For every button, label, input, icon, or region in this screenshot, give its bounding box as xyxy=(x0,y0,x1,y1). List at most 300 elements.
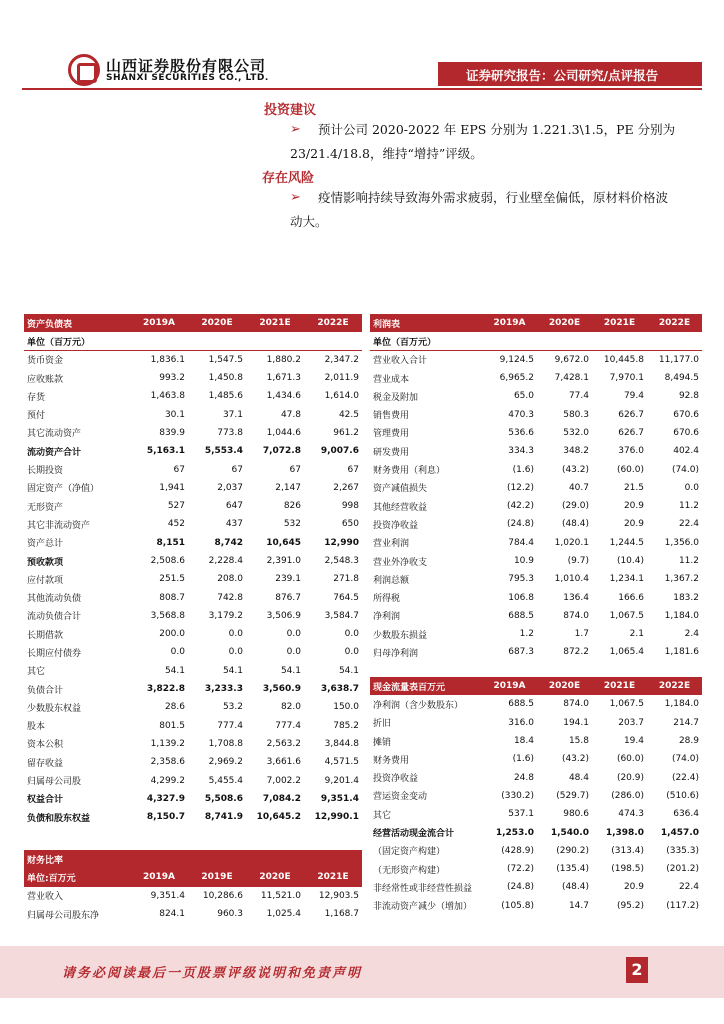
table-row xyxy=(370,732,702,750)
cell-value: 527 xyxy=(167,501,185,512)
cell-value: 22.4 xyxy=(678,519,699,530)
row-label: 无形资产 xyxy=(27,502,64,513)
row-label: 预收款项 xyxy=(27,557,64,568)
cell-value: 15.8 xyxy=(568,736,589,747)
cell-value: 580.3 xyxy=(563,409,589,420)
cell-value: 48.4 xyxy=(568,772,589,783)
cell-value: 801.5 xyxy=(159,720,185,731)
cell-value: 9,201.4 xyxy=(324,775,359,786)
table-row xyxy=(24,515,362,533)
cell-value: 824.1 xyxy=(159,909,185,920)
cell-value: 0.0 xyxy=(228,629,243,640)
cell-value: (286.0) xyxy=(611,790,644,801)
company-logo-icon xyxy=(68,54,100,86)
cell-value: 670.6 xyxy=(673,427,699,438)
unit-label: 单位（百万元） xyxy=(370,332,702,350)
cell-value: 3,506.9 xyxy=(266,610,301,621)
row-label: 权益合计 xyxy=(27,795,64,806)
cell-value: 0.0 xyxy=(344,647,359,658)
cell-value: 1.7 xyxy=(574,629,589,640)
cell-value: (43.2) xyxy=(561,754,589,765)
table-row xyxy=(370,369,702,387)
cell-value: 1,434.6 xyxy=(266,391,301,402)
table-row xyxy=(370,442,702,460)
row-label: 营业利润 xyxy=(373,539,410,550)
cell-value: (10.4) xyxy=(616,556,644,566)
cell-value: 11,521.0 xyxy=(260,890,301,901)
cell-value: 3,233.3 xyxy=(204,684,243,695)
cell-value: 3,568.8 xyxy=(150,610,185,621)
cell-value: 1,463.8 xyxy=(150,391,185,402)
cell-value: 2,037 xyxy=(217,482,243,493)
row-label: 流动负债合计 xyxy=(27,612,82,623)
cell-value: 203.7 xyxy=(618,717,644,728)
cell-value: 67 xyxy=(231,464,243,475)
cell-value: 136.4 xyxy=(563,592,589,603)
table-row xyxy=(24,753,362,771)
table-row xyxy=(24,808,362,826)
row-label: 净利润（含少数股东） xyxy=(373,700,464,711)
cell-value: 1,547.5 xyxy=(208,354,243,365)
year-header: 2019E xyxy=(188,868,246,886)
row-label: 归属母公司股 xyxy=(27,777,82,788)
table-row xyxy=(24,790,362,808)
cell-value: 166.6 xyxy=(618,592,644,603)
cell-value: 402.4 xyxy=(673,446,699,457)
cell-value: 214.7 xyxy=(673,717,699,728)
cell-value: 742.8 xyxy=(217,592,243,603)
cell-value: 82.0 xyxy=(280,702,301,713)
cell-value: 1,025.4 xyxy=(266,909,301,920)
cell-value: (201.2) xyxy=(666,864,699,875)
cell-value: 7,002.2 xyxy=(266,775,301,786)
cell-value: 316.0 xyxy=(508,717,534,728)
cell-value: 3,822.8 xyxy=(146,684,185,695)
row-label: 财务费用 xyxy=(373,755,410,766)
cell-value: (95.2) xyxy=(616,900,644,911)
cell-value: 474.3 xyxy=(618,809,644,820)
row-label: 存货 xyxy=(27,392,46,403)
cell-value: 808.7 xyxy=(159,592,185,603)
cell-value: 4,571.5 xyxy=(324,757,359,768)
investment-heading: 投资建议 xyxy=(264,103,317,118)
cell-value: 239.1 xyxy=(275,574,301,585)
cell-value: 5,508.6 xyxy=(204,793,243,804)
cell-value: 1,065.4 xyxy=(609,647,644,658)
cell-value: 8,151 xyxy=(156,537,185,548)
row-label: 少数股东权益 xyxy=(27,703,82,714)
cell-value: 251.5 xyxy=(159,574,185,585)
row-label: 营运资金变动 xyxy=(373,792,428,803)
page-number: 2 xyxy=(626,957,648,983)
cell-value: 3,560.9 xyxy=(262,684,301,695)
cell-value: 12,990.1 xyxy=(314,812,359,823)
table-row xyxy=(370,405,702,423)
cell-value: 7,084.2 xyxy=(262,793,301,804)
cell-value: (9.7) xyxy=(567,556,589,566)
cell-value: 1.2 xyxy=(519,629,534,640)
cell-value: 10,445.8 xyxy=(603,354,644,365)
cell-value: (335.3) xyxy=(666,845,699,856)
table-row xyxy=(370,823,702,841)
table-row xyxy=(24,643,362,661)
cell-value: 14.7 xyxy=(568,900,589,911)
cell-value: 8,150.7 xyxy=(146,812,185,823)
row-label: 营业成本 xyxy=(373,374,410,385)
table-row xyxy=(24,479,362,497)
cell-value: 874.0 xyxy=(563,699,589,710)
cell-value: 3,844.8 xyxy=(324,738,359,749)
cell-value: 376.0 xyxy=(618,446,644,457)
cell-value: 9,124.5 xyxy=(499,354,534,365)
cell-value: (48.4) xyxy=(561,882,589,893)
cell-value: 67 xyxy=(347,464,359,475)
cell-value: 19.4 xyxy=(623,736,644,747)
cell-value: 647 xyxy=(225,501,243,512)
cell-value: 1,540.0 xyxy=(550,827,589,838)
table-row xyxy=(370,643,702,661)
row-label: 少数股东损益 xyxy=(373,630,428,641)
row-label: 研发费用 xyxy=(373,447,410,458)
cell-value: 1,067.5 xyxy=(609,610,644,621)
cell-value: 1,234.1 xyxy=(609,574,644,585)
cell-value: 65.0 xyxy=(513,391,534,402)
table-row xyxy=(24,552,362,570)
cell-value: 773.8 xyxy=(217,427,243,438)
table-row xyxy=(370,607,702,625)
row-label: 营业收入 xyxy=(27,892,64,903)
cell-value: 21.5 xyxy=(623,482,644,493)
table-row xyxy=(24,771,362,789)
row-label: 投资净收益 xyxy=(373,520,419,531)
table-row xyxy=(370,552,702,570)
cell-value: 2,548.3 xyxy=(324,556,359,566)
cell-value: 961.2 xyxy=(333,427,359,438)
row-label: 折旧 xyxy=(373,719,392,730)
cell-value: 537.1 xyxy=(508,809,534,820)
cell-value: 1,020.1 xyxy=(554,537,589,548)
row-label: 所得税 xyxy=(373,594,401,605)
row-label: 非流动资产减少（增加） xyxy=(373,902,473,913)
cell-value: 0.0 xyxy=(344,629,359,640)
cell-value: 200.0 xyxy=(159,629,185,640)
ratios-table xyxy=(24,850,362,923)
table-row xyxy=(24,369,362,387)
cell-value: 1,010.4 xyxy=(554,574,589,585)
cell-value: 636.4 xyxy=(673,809,699,820)
year-header: 2020E xyxy=(537,677,592,695)
cell-value: (1.6) xyxy=(512,754,534,765)
year-header: 2020E xyxy=(246,868,304,886)
cell-value: 2,147 xyxy=(275,482,301,493)
cell-value: 777.4 xyxy=(275,720,301,731)
cell-value: 1,880.2 xyxy=(266,354,301,365)
table-row xyxy=(370,387,702,405)
cell-value: 3,584.7 xyxy=(324,610,359,621)
cell-value: 1,457.0 xyxy=(660,827,699,838)
cell-value: 10,645.2 xyxy=(256,812,301,823)
cell-value: 10,286.6 xyxy=(202,890,243,901)
cell-value: 2.1 xyxy=(629,629,644,640)
cell-value: 9,672.0 xyxy=(554,354,589,365)
table-row xyxy=(370,351,702,369)
cell-value: (22.4) xyxy=(671,772,699,783)
cell-value: 2,969.2 xyxy=(208,757,243,768)
table-row xyxy=(370,625,702,643)
cell-value: 1,614.0 xyxy=(324,391,359,402)
cell-value: 2.4 xyxy=(684,629,699,640)
cell-value: 3,179.2 xyxy=(208,610,243,621)
cell-value: 777.4 xyxy=(217,720,243,731)
table-row xyxy=(24,570,362,588)
table-row xyxy=(24,607,362,625)
cell-value: 54.1 xyxy=(338,665,359,676)
cell-value: 47.8 xyxy=(280,409,301,420)
cell-value: 8,494.5 xyxy=(664,373,699,384)
cell-value: 2,267 xyxy=(333,482,359,493)
cell-value: (20.9) xyxy=(616,772,644,783)
cell-value: (198.5) xyxy=(611,864,644,875)
row-label: 归属母公司股东净 xyxy=(27,910,100,921)
row-label: 负债和股东权益 xyxy=(27,813,91,824)
cell-value: 348.2 xyxy=(563,446,589,457)
table-row xyxy=(370,787,702,805)
table-row xyxy=(24,905,362,923)
row-label: 投资净收益 xyxy=(373,774,419,785)
cell-value: 795.3 xyxy=(508,574,534,585)
cell-value: 4,327.9 xyxy=(146,793,185,804)
cell-value: 1,139.2 xyxy=(150,738,185,749)
table-title: 财务比率 xyxy=(24,850,362,868)
row-label: 货币资金 xyxy=(27,356,64,367)
row-label: 负债合计 xyxy=(27,685,64,696)
row-label: 长期应付债券 xyxy=(27,648,82,659)
cell-value: (60.0) xyxy=(616,464,644,475)
cell-value: 9,351.4 xyxy=(150,890,185,901)
row-label: 流动资产合计 xyxy=(27,447,82,458)
page-header xyxy=(0,0,724,95)
cell-value: 688.5 xyxy=(508,610,534,621)
cell-value: 2,228.4 xyxy=(208,556,243,566)
row-label: 其他流动负债 xyxy=(27,594,82,605)
cell-value: 1,708.8 xyxy=(208,738,243,749)
year-header: 2020E xyxy=(537,314,592,332)
risk-text-line1: 疫情影响持续导致海外需求疲弱，行业壁垒偏低，原材料价格波 xyxy=(318,190,669,205)
table-row xyxy=(370,588,702,606)
cell-value: 764.5 xyxy=(333,592,359,603)
table-row xyxy=(24,662,362,680)
cell-value: 8,741.9 xyxy=(204,812,243,823)
row-label: （固定资产构建） xyxy=(373,847,446,858)
cell-value: 54.1 xyxy=(164,665,185,676)
cell-value: 1,485.6 xyxy=(208,391,243,402)
table-row xyxy=(370,714,702,732)
table-row xyxy=(24,351,362,369)
bullet-icon: ➢ xyxy=(290,190,301,205)
year-header: 2020E xyxy=(188,314,246,332)
cell-value: 437 xyxy=(225,519,243,530)
row-label: 销售费用 xyxy=(373,411,410,422)
cell-value: 1,244.5 xyxy=(609,537,644,548)
cell-value: 1,184.0 xyxy=(664,699,699,710)
cell-value: 532.0 xyxy=(563,427,589,438)
cell-value: (290.2) xyxy=(556,845,589,856)
cell-value: 11,177.0 xyxy=(658,354,699,365)
row-label: 资产总计 xyxy=(27,539,64,550)
table-row xyxy=(24,405,362,423)
cell-value: (72.2) xyxy=(506,864,534,875)
unit-label: 单位:百万元 xyxy=(24,868,130,886)
row-label: 其他经营收益 xyxy=(373,502,428,513)
cell-value: (43.2) xyxy=(561,464,589,475)
cell-value: 92.8 xyxy=(678,391,699,402)
cell-value: 22.4 xyxy=(678,882,699,893)
cell-value: 1,184.0 xyxy=(664,610,699,621)
income-statement-table xyxy=(370,314,702,662)
cell-value: 37.1 xyxy=(222,409,243,420)
cell-value: 2,563.2 xyxy=(266,738,301,749)
cell-value: 2,347.2 xyxy=(324,354,359,365)
cell-value: (330.2) xyxy=(501,790,534,801)
table-row xyxy=(370,878,702,896)
table-row xyxy=(24,497,362,515)
table-title: 现金流量表百万元 xyxy=(370,677,482,695)
cell-value: 470.3 xyxy=(508,409,534,420)
cell-value: 30.1 xyxy=(164,409,185,420)
row-label: 财务费用（利息） xyxy=(373,466,446,477)
cell-value: 67 xyxy=(289,464,301,475)
table-row xyxy=(24,698,362,716)
cell-value: 5,455.4 xyxy=(208,775,243,786)
cell-value: 1,181.6 xyxy=(664,647,699,658)
cell-value: 150.0 xyxy=(333,702,359,713)
row-label: 长期借款 xyxy=(27,630,64,641)
cell-value: 67 xyxy=(173,464,185,475)
header-divider xyxy=(22,88,702,90)
investment-text-line2: 23/21.4/18.8，维持“增持”评级。 xyxy=(290,146,483,161)
cell-value: (529.7) xyxy=(556,790,589,801)
row-label: 其它流动资产 xyxy=(27,429,82,440)
cell-value: 5,163.1 xyxy=(146,446,185,457)
risk-text-line2: 动大。 xyxy=(290,214,328,229)
cell-value: 1,044.6 xyxy=(266,427,301,438)
cell-value: 0.0 xyxy=(170,647,185,658)
cell-value: (135.4) xyxy=(556,864,589,875)
row-label: 股本 xyxy=(27,722,46,733)
row-label: 营业收入合计 xyxy=(373,356,428,367)
row-label: 其它 xyxy=(27,667,46,678)
table-row xyxy=(24,887,362,905)
cell-value: 626.7 xyxy=(618,409,644,420)
cell-value: 18.4 xyxy=(513,736,534,747)
cell-value: 8,742 xyxy=(214,537,243,548)
row-label: 资本公积 xyxy=(27,740,64,751)
year-header: 2022E xyxy=(647,314,702,332)
table-title: 资产负债表 xyxy=(24,314,130,332)
table-row xyxy=(370,460,702,478)
cell-value: (74.0) xyxy=(671,754,699,765)
row-label: 固定资产（净值） xyxy=(27,484,100,495)
cell-value: 1,941 xyxy=(159,482,185,493)
cell-value: 2,391.0 xyxy=(266,556,301,566)
cell-value: 2,011.9 xyxy=(324,373,359,384)
cell-value: 54.1 xyxy=(222,665,243,676)
cell-value: 536.6 xyxy=(508,427,534,438)
bullet-icon: ➢ xyxy=(290,122,301,137)
cell-value: 208.0 xyxy=(217,574,243,585)
row-label: 其它非流动资产 xyxy=(27,520,91,531)
year-header: 2021E xyxy=(592,677,647,695)
cell-value: 1,356.0 xyxy=(664,537,699,548)
cell-value: 839.9 xyxy=(159,427,185,438)
row-label: 资产减值损失 xyxy=(373,484,428,495)
cell-value: (24.8) xyxy=(506,519,534,530)
table-row xyxy=(24,680,362,698)
year-header: 2021E xyxy=(246,314,304,332)
row-label: 摊销 xyxy=(373,737,392,748)
cell-value: 7,072.8 xyxy=(262,446,301,457)
cell-value: 7,428.1 xyxy=(554,373,589,384)
cell-value: 20.9 xyxy=(623,501,644,512)
cell-value: (117.2) xyxy=(666,900,699,911)
year-header: 2021E xyxy=(592,314,647,332)
table-row xyxy=(370,805,702,823)
risk-heading: 存在风险 xyxy=(262,171,315,186)
report-type: 证券研究报告：公司研究/点评报告 xyxy=(466,68,659,83)
table-row xyxy=(24,424,362,442)
table-row xyxy=(370,479,702,497)
cell-value: 12,990 xyxy=(324,537,359,548)
cell-value: 785.2 xyxy=(333,720,359,731)
row-label: 归母净利润 xyxy=(373,648,419,659)
cell-value: 3,638.7 xyxy=(320,684,359,695)
table-row xyxy=(370,768,702,786)
cell-value: 0.0 xyxy=(684,482,699,493)
cell-value: 7,970.1 xyxy=(609,373,644,384)
table-row xyxy=(24,735,362,753)
cell-value: 9,351.4 xyxy=(320,793,359,804)
cell-value: 24.8 xyxy=(513,772,534,783)
table-row xyxy=(370,842,702,860)
investment-text-line1: 预计公司 2020-2022 年 EPS 分别为 1.221.3\1.5，PE 分别为 xyxy=(318,122,676,137)
row-label: 税金及附加 xyxy=(373,392,419,403)
cell-value: (42.2) xyxy=(506,501,534,512)
row-label: 应付款项 xyxy=(27,575,64,586)
year-header: 2019A xyxy=(130,868,188,886)
cell-value: 9,007.6 xyxy=(320,446,359,457)
row-label: 净利润 xyxy=(373,612,401,623)
cell-value: 1,253.0 xyxy=(495,827,534,838)
year-header: 2022E xyxy=(647,677,702,695)
table-row xyxy=(24,588,362,606)
cell-value: 28.9 xyxy=(678,736,699,747)
cell-value: 876.7 xyxy=(275,592,301,603)
cell-value: 0.0 xyxy=(286,629,301,640)
table-row xyxy=(24,442,362,460)
cell-value: 784.4 xyxy=(508,537,534,548)
cell-value: 993.2 xyxy=(159,373,185,384)
disclaimer-note: 请务必阅读最后一页股票评级说明和免责声明 xyxy=(62,966,363,981)
cell-value: (74.0) xyxy=(671,464,699,475)
cashflow-table xyxy=(370,677,702,915)
table-row xyxy=(370,534,702,552)
cell-value: 5,553.4 xyxy=(204,446,243,457)
unit-label: 单位（百万元） xyxy=(24,332,362,350)
company-name-en: SHANXI SECURITIES CO., LTD. xyxy=(106,73,269,83)
row-label: 管理费用 xyxy=(373,429,410,440)
cell-value: 53.2 xyxy=(222,702,243,713)
cell-value: (60.0) xyxy=(616,754,644,765)
